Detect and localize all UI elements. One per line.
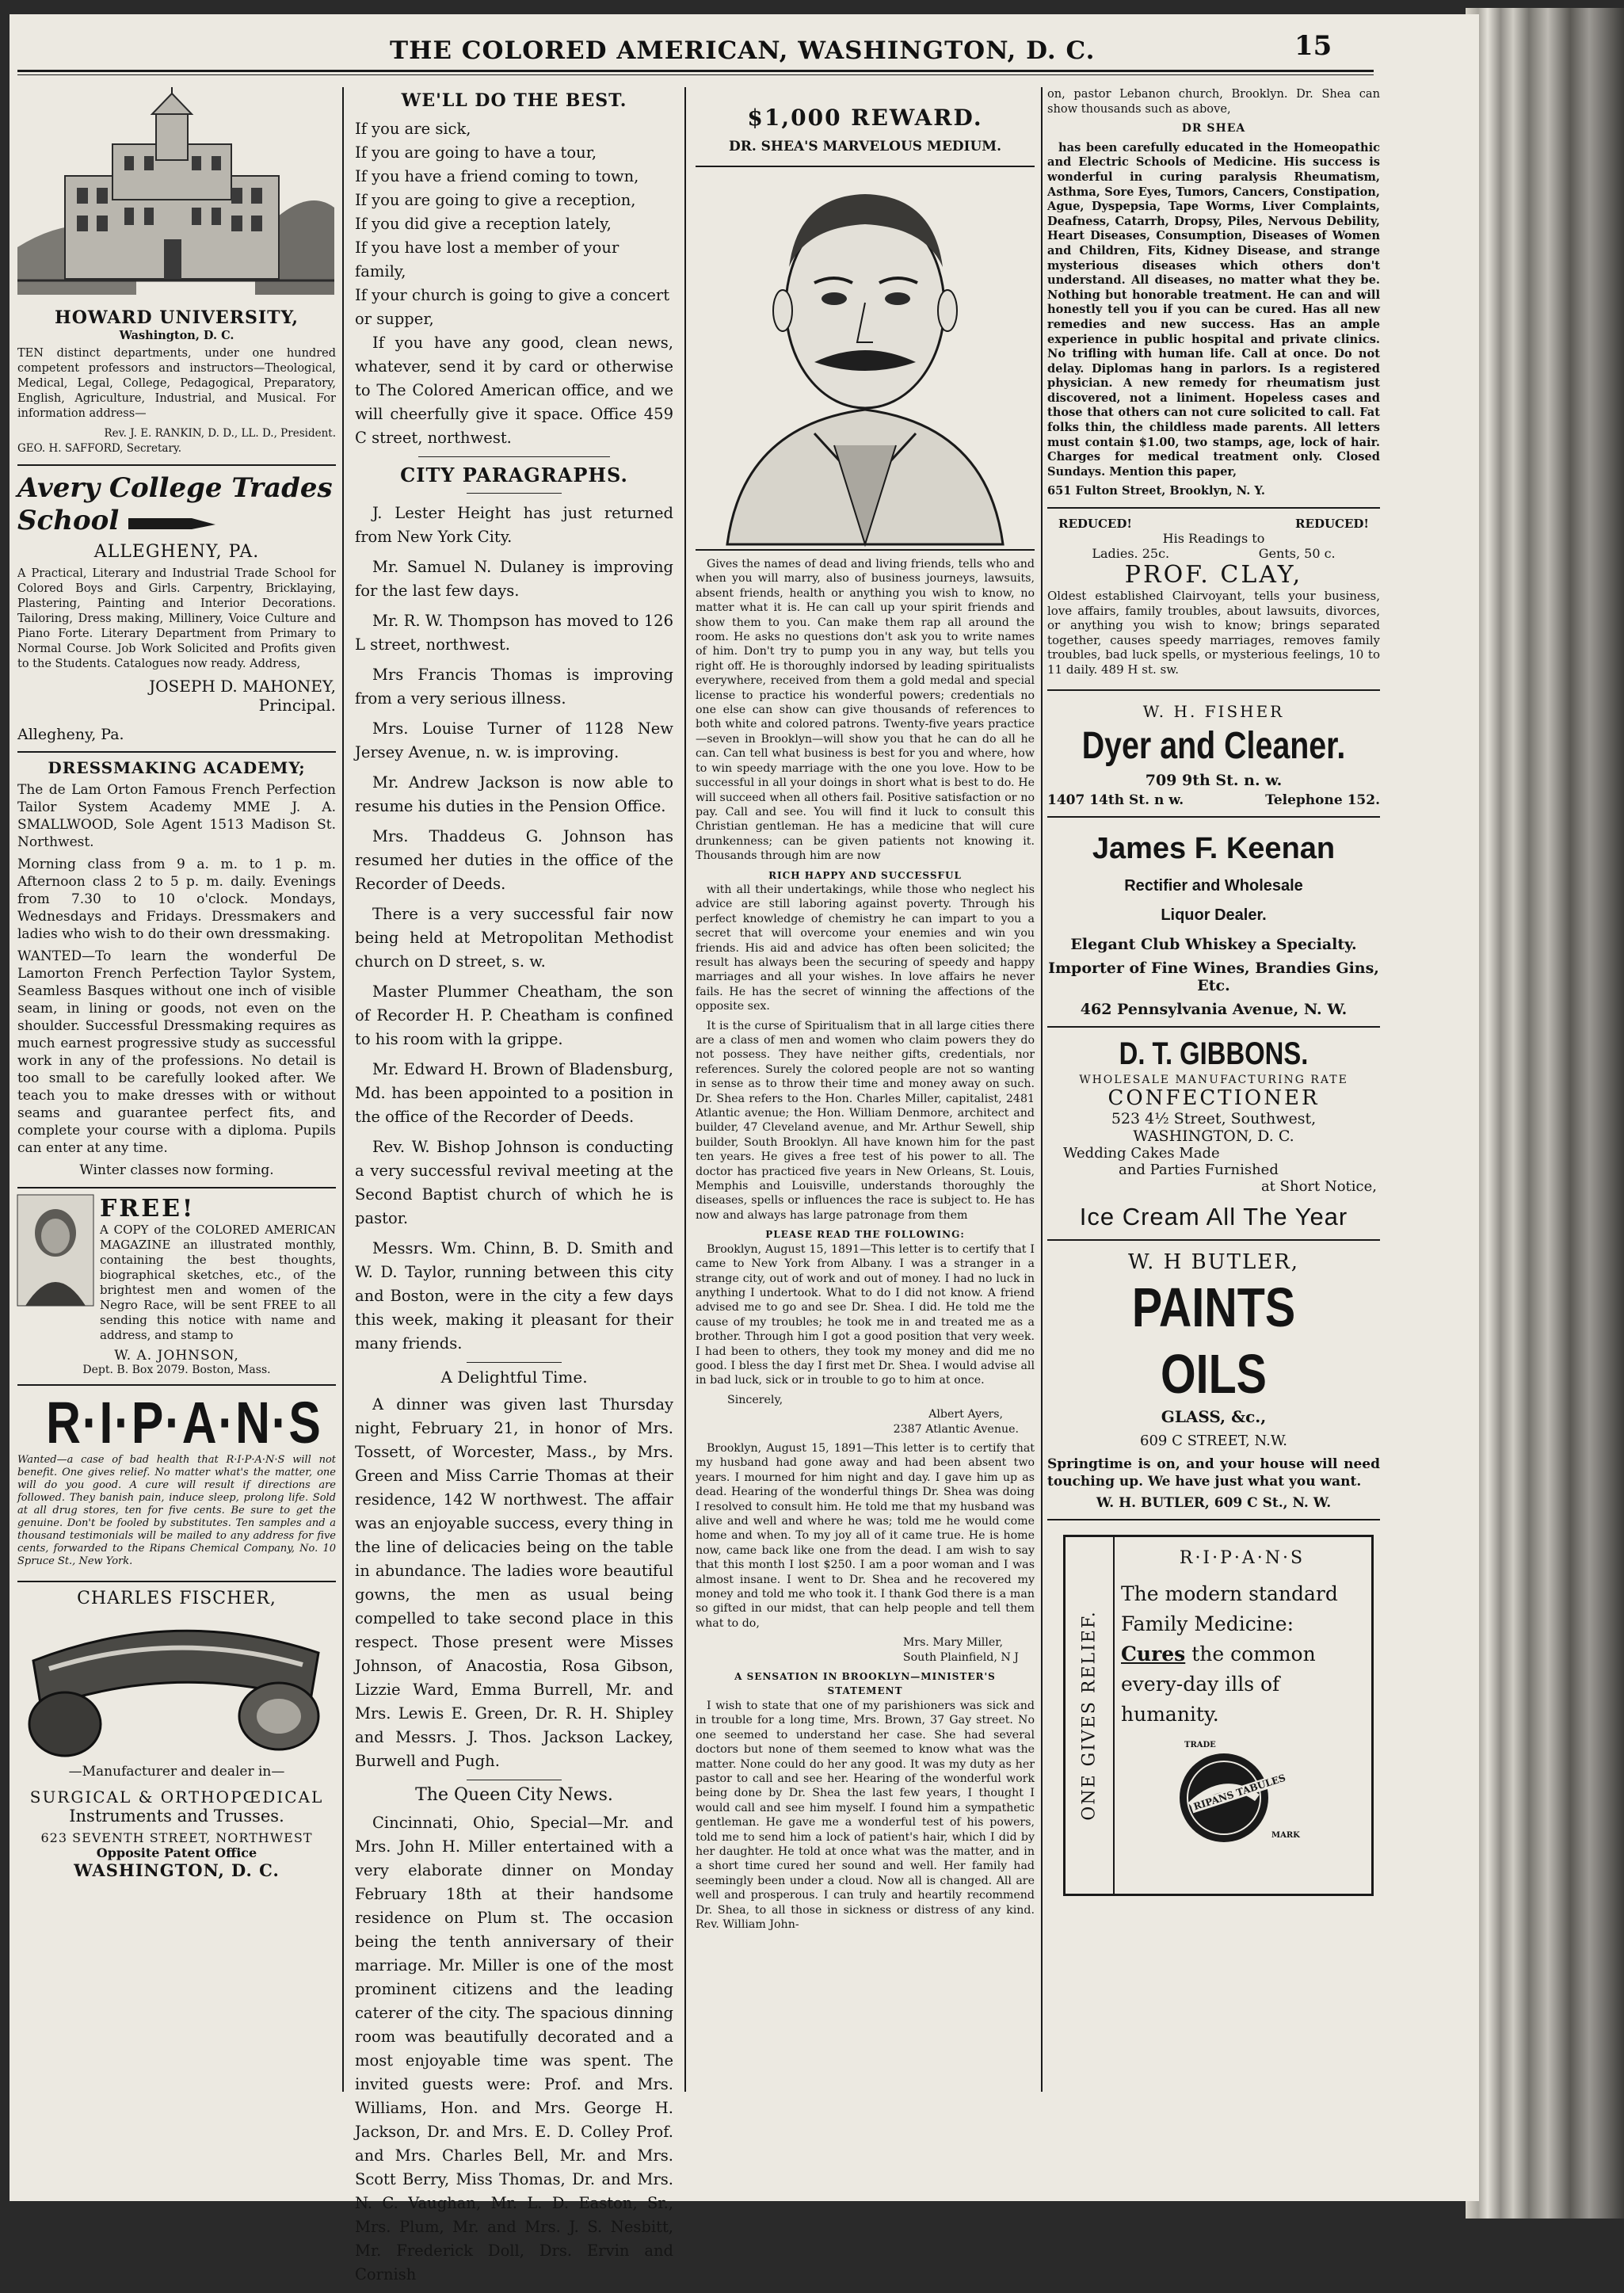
page-number: 15 xyxy=(1294,30,1332,62)
city-paragraph: Mr. Edward H. Brown of Bladensburg, Md. has been appointed to a position in the office of the Recorder of Deeds. xyxy=(355,1060,673,1126)
newspaper-title: THE COLORED AMERICAN, WASHINGTON, D. C. xyxy=(390,36,1096,65)
dressmaking-academy-ad xyxy=(17,753,336,1188)
shea-col4-text: has been carefully educated in the Homeopathic and Electric Schools of Medicine. His success is wonderful in curing paralysis Rheumatism, Asthma, Sore Eyes, Tumors, Cancers, Constipation, Ague, Dyspepsia, Tape Worms, Liver Complaints, Deafness, Catarrh, Dropsy, Piles, Nervous Debility, Heart Diseases, Consumption, Diseases of Women and Children, Fits, Kidney Disease, and strange mysterious diseases which others don't understand. All diseases, no matter what they be. Nothing but honorable treatment. He can and will honestly tell you if you can be cured. Has all new remedies and new success. Has an ample experience in public hospital and private clinics. No trifling with human life. Call at once. Do not delay. Diplomas hang in parlors. Is a registered physician. A new remedy for rheumatism just discovered, not a liniment. Hopeless cases and those that others can not cure solicited to call. Fat folks thin, the childless made parents. All letters must contain $1.00, two stamps, age, lock of hair. Charges for medical treatment only. Closed Sundays. Mention this paper, xyxy=(1047,140,1380,479)
avery-text: A Practical, Literary and Industrial Trade School for Colored Boys and Girls. Carpentry, Bricklaying, Plastering, Painting and Interior Decorations. Tailoring, Dress making, Millinery, Voice Culture and Piano Forte. Literary Department from Primary to Normal Course. Job Work Solicited and Profits given to the Students. Catalogues now ready. Address, xyxy=(17,567,336,670)
free-name: W. A. JOHNSON, xyxy=(114,1348,239,1364)
well-do-best-list xyxy=(355,117,673,450)
dr-shea-portrait-icon xyxy=(696,172,1035,544)
butler-ad xyxy=(1047,1241,1380,1520)
shea-col4-addr: 651 Fulton Street, Brooklyn, N. Y. xyxy=(1047,484,1265,498)
fischer-line2: SURGICAL & ORTHOPŒDICAL xyxy=(29,1787,324,1807)
column-rule-2 xyxy=(684,87,686,2092)
portrait-engraving-icon xyxy=(17,1195,93,1306)
city-paragraph: Mrs. Thaddeus G. Johnson has resumed her duties in the office of the Recorder of Deeds. xyxy=(355,827,673,893)
fisher-phone: Telephone 152. xyxy=(1265,792,1380,809)
column-3 xyxy=(696,86,1035,1936)
fisher-name: W. H. FISHER xyxy=(1142,702,1285,722)
avery-principal-title: Principal. xyxy=(258,696,336,715)
ripans-text-1: Wanted—a case of bad health that R·I·P·A·N·S will not benefit. One gives relief. No matter what's the matter, one will do you good. A cure will result if directions are followed. They banish pain, induce sleep, prolong life. Sold at all drug stores, ten for five cents. Be sure to get the genuine. Don't be fooled by substitutes. Ten samples and a thousand testimonials will be mailed to any address for five cents, forwarded to the Ripans Chemical Company, No. 10 Spruce St., New York. xyxy=(17,1454,336,1567)
best-line: If you are going to give a reception, xyxy=(355,191,636,209)
ripans-text-2b: the common every-day ills of humanity. xyxy=(1121,1642,1316,1726)
butler-name: W. H BUTLER, xyxy=(1127,1250,1300,1275)
howard-university-ad xyxy=(17,86,336,466)
shea-letter-1-name: Albert Ayers, xyxy=(928,1408,1003,1421)
column-2 xyxy=(355,86,673,2293)
section-divider xyxy=(1047,507,1380,509)
delightful-time-title: A Delightful Time. xyxy=(440,1368,588,1387)
best-line: If you have lost a member of your family, xyxy=(355,238,619,280)
section-divider xyxy=(467,493,562,494)
clay-reduced-right: REDUCED! xyxy=(1295,517,1369,532)
howard-name: HOWARD UNIVERSITY, xyxy=(54,307,299,328)
reward-title: $1,000 REWARD. xyxy=(747,105,983,131)
queen-city-title: The Queen City News. xyxy=(415,1785,613,1805)
gibbons-line6: and Parties Furnished xyxy=(1119,1162,1279,1179)
gibbons-line3: 523 4½ Street, Southwest, xyxy=(1111,1110,1317,1128)
page-edge-shadow xyxy=(1466,8,1624,2219)
gibbons-line4: WASHINGTON, D. C. xyxy=(1133,1127,1294,1146)
best-line: If you are sick, xyxy=(355,120,471,138)
fisher-trade: Dyer and Cleaner. xyxy=(1081,725,1346,768)
masthead xyxy=(10,14,1479,78)
fischer-line3: Instruments and Trusses. xyxy=(69,1807,284,1826)
charles-fischer-ad xyxy=(17,1582,336,1880)
fischer-line4: 623 SEVENTH STREET, NORTHWEST xyxy=(40,1830,313,1845)
gibbons-line7: at Short Notice, xyxy=(1260,1178,1377,1196)
keenan-line1: Rectifier and Wholesale xyxy=(1124,877,1303,895)
shea-body xyxy=(696,557,1035,1932)
shea-p1: Gives the names of dead and living friends, tells who and when you will marry, also of business journeys, lawsuits, absent friends, health or anything you wish to know, no matter what it is. He can call up your spirit friends and show them to you. Can make them rap all around the room. He asks no questions don't ask you to write names of him. Don't try to pump you in any way, but tells you right off. He is thoroughly indorsed by leading spiritualists everywhere, received from them a gold medal and special license to practice his wonderful powers; credentials no one else can show can give thousands of references to both white and colored patrons. Twenty-five years practice—seven in Brooklyn—will show you that he can do all he can. Can tell what business is best for you and where, how to win speedy marriage with the one you love. How to be successful in all your doings in short what is best to do. He will succeed when all others fail. Positive satisfaction or no pay. Call and see. You will find it luck to consult this Christian gentleman. He has a medicine that will cure drunkenness; can be given patients not knowing it. Thousands through him are now xyxy=(696,558,1035,863)
shea-letter-2-addr: South Plainfield, N J xyxy=(902,1650,1019,1664)
clay-name: PROF. CLAY, xyxy=(1124,561,1303,589)
avery-name-line2: School xyxy=(17,505,120,536)
dressmaking-winter-classes: Winter classes now forming. xyxy=(79,1162,274,1178)
howard-president: Rev. J. E. RANKIN, D. D., LL. D., President. xyxy=(104,427,336,440)
howard-building-engraving-icon xyxy=(17,89,334,303)
city-paragraph: Mrs Francis Thomas is improving from a very serious illness. xyxy=(355,666,673,708)
butler-sig: W. H. BUTLER, 609 C St., N. W. xyxy=(1096,1495,1332,1512)
ripans-ad-2 xyxy=(1063,1535,1374,1896)
city-paragraph: Rev. W. Bishop Johnson is conducting a very successful revival meeting at the Second Baptist church of which he is pastor. xyxy=(355,1138,673,1227)
avery-principal-name: JOSEPH D. MAHONEY, xyxy=(149,677,336,696)
city-paragraph: Master Plummer Cheatham, the son of Recorder H. P. Cheatham is confined to his room with la grippe. xyxy=(355,982,673,1048)
shea-top: on, pastor Lebanon church, Brooklyn. Dr. Shea can show thousands such as above, xyxy=(1047,87,1380,116)
clay-reduced-left: REDUCED! xyxy=(1058,517,1132,532)
reward-subtitle: DR. SHEA'S MARVELOUS MEDIUM. xyxy=(728,139,1002,155)
header-rule xyxy=(17,70,1374,72)
city-paragraph: Messrs. Wm. Chinn, B. D. Smith and W. D. Taylor, running between this city and Boston, were in the city a few days this week, making it pleasant for their many friends. xyxy=(355,1239,673,1353)
shea-sensation: A SENSATION IN BROOKLYN—MINISTER'S STATEMENT xyxy=(734,1671,996,1697)
keenan-line3: Elegant Club Whiskey a Specialty. xyxy=(1070,936,1357,954)
city-paragraph: Mr. R. W. Thompson has moved to 126 L street, northwest. xyxy=(355,612,673,654)
gibbons-name: D. T. GIBBONS. xyxy=(1119,1036,1309,1072)
shea-letter-3: I wish to state that one of my parishioners was sick and in trouble for a long time, Mrs. Brown, 37 Gay street. No one seemed to understand her case. She had several doctors but none of them seemed to know what was the matter. None could do her any good. It was my duty as her pastor to call and see her. Hearing of the wonderful work being done by Dr. Shea the last few years, I thought I would call and see him myself. I found him a sympathetic gentleman. He gave me a wonderful test of his powers, told me to send him a lock of patient's hair, which I did by her daughter. He told at once what was the matter, and in a short time cured her sound and well. Her family had seemingly been under a cloud. Now all is changed. All are well and prosperous. I can truly and heartily recommend Dr. Shea, to all those in sickness or distress of any kind. Rev. William John- xyxy=(696,1699,1035,1931)
butler-big: PAINTS OILS xyxy=(1131,1276,1296,1406)
butler-addr: 609 C STREET, N.W. xyxy=(1140,1433,1287,1450)
gibbons-line8: Ice Cream All The Year xyxy=(1079,1203,1348,1231)
avery-college-ad xyxy=(17,466,336,753)
howard-place: Washington, D. C. xyxy=(119,329,234,342)
column-4 xyxy=(1047,87,1380,1896)
gibbons-ad xyxy=(1047,1028,1380,1241)
city-paragraph: Mr. Samuel N. Dulaney is improving for the last few days. xyxy=(355,558,673,600)
section-divider xyxy=(696,549,1035,551)
ripans-mark: MARK xyxy=(1271,1831,1300,1841)
queen-city-text: Cincinnati, Ohio, Special—Mr. and Mrs. John H. Miller entertained with a very elaborate dinner on Monday February 18th at their handsome residence on Plum st. The occasion being the tenth anniversary of their marriage. Mr. Miller is one of the most prominent citizens and the leading caterer of the city. The spacious dinning room was beautifully decorated and a most enjoyable time was spent. The invited guests were: Prof. and Mrs. Williams, Hon. and Mrs. George H. Jackson, Dr. and Mrs. E. D. Colley Prof. and Mrs. Charles Bell, Mr. and Mrs. Scott Berry, Miss Thomas, Dr. and Mrs. N. C. Vaughan, Mr. L. D. Easton, Sr., Mrs. Plum, Mr. and Mrs. J. S. Nesbitt, Mr. Frederick Doll, Drs. Ervin and Cornish xyxy=(355,1814,673,2283)
column-1 xyxy=(17,86,336,1880)
ripans-text-2a: The modern standard Family Medicine: xyxy=(1121,1582,1338,1636)
shea-col4-title: DR SHEA xyxy=(1181,122,1246,135)
keenan-line2: Liquor Dealer. xyxy=(1161,906,1267,925)
clay-ladies: Ladies. 25c. xyxy=(1092,546,1170,562)
prof-clay-ad xyxy=(1047,517,1380,691)
avery-name-line1: Avery College Trades xyxy=(17,472,333,504)
free-text: A COPY of the COLORED AMERICAN MAGAZINE an illustrated monthly, containing the best thoughts, biographical sketches, etc., of the brightest men and women of the Negro Race, will be sent FREE to all sending this notice with name and address, and stamp to xyxy=(100,1223,336,1342)
keenan-line5: 462 Pennsylvania Avenue, N. W. xyxy=(1080,1001,1348,1019)
newspaper-page xyxy=(10,14,1479,2283)
dressmaking-wanted: WANTED—To learn the wonderful De Lamorton French Perfection Taylor System, Seamless Basques without one inch of visible seam, in lining or goods, not even on the shoulder. Successful Dressmaking requires as much earnest progressive study as successful work in any of the professions. No detail is too small to be carefully looked after. We teach you to make dresses with or without seams and guarantee perfect fits, and complete your course with a diploma. Pupils can enter at any time. xyxy=(17,948,336,1156)
clay-gents: Gents, 50 c. xyxy=(1258,546,1336,562)
free-magazine-ad xyxy=(17,1188,336,1386)
city-paragraph: There is a very successful fair now being held at Metropolitan Methodist church on D street, s. w. xyxy=(355,905,673,971)
city-paragraph: J. Lester Height has just returned from New York City. xyxy=(355,504,673,546)
fischer-line1: —Manufacturer and dealer in— xyxy=(68,1764,285,1780)
fischer-line6: WASHINGTON, D. C. xyxy=(74,1860,280,1880)
clay-text: Oldest established Clairvoyant, tells your business, love affairs, family troubles, about lawsuits, divorces, or anything you wish to know; brings separated together, causes speedy marriages, removes family troubles, bad luck spells, or mysterious feelings, 10 to 11 daily. 489 H st. sw. xyxy=(1047,589,1380,677)
shea-letter-1-addr: 2387 Atlantic Avenue. xyxy=(893,1422,1019,1436)
fischer-line5: Opposite Patent Office xyxy=(96,1845,257,1860)
column-rule-1 xyxy=(342,87,344,2092)
gibbons-line5: Wedding Cakes Made xyxy=(1063,1145,1220,1162)
shea-p3: It is the curse of Spiritualism that in all large cities there are a class of men and women who claim powers they do not possess. They have neither gifts, credentials, nor references. Surely the colored people are not so wanting in sense as to throw their time and money away on such. Dr. Shea refers to the Hon. Charles Miller, capitalist, 2481 Atlantic avenue; the Hon. William Denmore, architect and builder, 47 Cleveland avenue, and Mr. Arthur Sewell, ship builder, South Brooklyn. All have known him for the past ten years. He gives a free test of his power to all. The doctor has practiced five years in New Orleans, St. Louis, Memphis and Louisville, understands thoroughly the diseases, spells or influences the race is subject to. He has now and always has large patronage from them xyxy=(696,1019,1035,1222)
pointing-hand-icon xyxy=(128,512,215,529)
dressmaking-hours: Morning class from 9 a. m. to 1 p. m. Afternoon class 2 to 5 p. m. daily. Evenings from 7.30 to 10 o'clock. Mondays, Wednesdays and Fridays. Dressmakers and ladies who wish to do their own dressmaking. xyxy=(17,857,336,942)
shea-letter-1-sign: Sincerely, xyxy=(727,1393,783,1406)
free-address: Dept. B. Box 2079. Boston, Mass. xyxy=(82,1364,271,1376)
shea-letter-1: Brooklyn, August 15, 1891—This letter is to certify that I came to New York from Albany. I was a stranger in a strange city, out of work and out of money. I had no luck in anything I undertook. What to do I did not know. A friend advised me to go and see Dr. Shea. I did. He told me the cause of my troubles; he took me in and treated me as a brother. Through him I got a good position that very week. I had been to others, they took my money and did me no good. I bless the day I first met Dr. Shea. I would advise all in bad luck, sick or in trouble to go to him at once. xyxy=(696,1242,1035,1387)
fisher-dyer-ad xyxy=(1047,691,1380,818)
ripans-trade: TRADE xyxy=(1184,1741,1216,1750)
best-line: If you have a friend coming to town, xyxy=(355,167,639,185)
dressmaking-title: DRESSMAKING ACADEMY; xyxy=(48,758,306,777)
keenan-ad xyxy=(1047,818,1380,1028)
shea-rich: RICH HAPPY AND SUCCESSFUL xyxy=(768,869,962,881)
ripans-cures: Cures xyxy=(1121,1642,1186,1666)
howard-secretary: GEO. H. SAFFORD, Secretary. xyxy=(17,442,182,455)
header-rule-thin xyxy=(17,74,1374,75)
avery-city: Allegheny, Pa. xyxy=(17,726,124,743)
shea-letter-2: Brooklyn, August 15, 1891—This letter is to certify that my husband had gone away and had been absent two years. I mourned for him night and day. I gave him up as dead. Hearing of the wonderful things Dr. Shea was doing I resolved to consult him. He told me that my husband was alive and well and where he was; told me he would come home and when. To my joy all of it came true. He is home now, came back like one from the dead. I am wish to say that this month I lost $250. I am a poor woman and I was almost insane. I went to Dr. Shea and he recovered my money and told me who took it. I thank God there is a man so gifted in our midst, that can help people and tell them what to do, xyxy=(696,1441,1035,1630)
ripans-seal-text: RIPANS TABULES xyxy=(1190,1772,1289,1814)
city-paragraph: Mrs. Louise Turner of 1128 New Jersey Avenue, n. w. is improving. xyxy=(355,719,673,761)
best-line: If you did give a reception lately, xyxy=(355,215,612,233)
city-paragraph: Mr. Andrew Jackson is now able to resume his duties in the Pension Office. xyxy=(355,773,673,815)
city-paragraphs-title: CITY PARAGRAPHS. xyxy=(400,464,628,486)
dressmaking-intro: The de Lam Orton Famous French Perfection Tailor System Academy MME J. A. SMALLWOOD, Sole Agent 1513 Madison St. Northwest. xyxy=(17,782,336,850)
butler-text: Springtime is on, and your house will need touching up. We have just what you want. xyxy=(1047,1456,1380,1490)
section-divider xyxy=(696,166,1035,167)
delightful-time-text: A dinner was given last Thursday night, February 21, in honor of Mrs. Tossett, of Worcester, Mass., by Mrs. Green and Miss Carrie Thomas at their residence, 142 W northwest. The affair was an enjoyable success, every thing in the line of delicacies being on the table in abundance. The ladies wore beautiful gowns, the men as usual being compelled to take second place in this respect. Those present were Misses Johnson, of Anacostia, Rosa Gibson, Lizzie Ward, Emma Burrell, Mr. and Mrs. Lewis E. Green, Dr. R. H. Shipley and Messrs. J. Thos. Jackson Lackey, Burwell and Pugh. xyxy=(355,1395,673,1770)
well-do-best-title: WE'LL DO THE BEST. xyxy=(401,90,627,111)
keenan-name: James F. Keenan xyxy=(1092,832,1336,866)
best-line: If you are going to have a tour, xyxy=(355,143,597,162)
clay-readings: His Readings to xyxy=(1162,531,1265,547)
gibbons-line1: WHOLESALE MANUFACTURING RATE xyxy=(1079,1074,1348,1087)
ripans-title-1: R·I·P·A·N·S xyxy=(46,1390,322,1456)
fisher-addr-1: 709 9th St. n. w. xyxy=(1145,772,1283,790)
shea-p2: with all their undertakings, while those who neglect his advice are still laboring against poverty. Through his perfect knowledge of chemistry he can impart to you a secret that will overcome your enemies and win you friends. His aid and advice has often been solicited; the result has always been the securing of speedy and happy marriages and all your wishes. In love affairs he never fails. He has the secret of winning the affections of the opposite sex. xyxy=(696,883,1035,1013)
free-title: FREE! xyxy=(100,1195,196,1223)
fischer-name: CHARLES FISCHER, xyxy=(77,1589,276,1608)
section-divider xyxy=(418,456,609,457)
butler-glass: GLASS, &c., xyxy=(1161,1407,1267,1427)
fisher-addr-2: 1407 14th St. n w. xyxy=(1047,792,1184,809)
shea-please-read: PLEASE READ THE FOLLOWING: xyxy=(765,1229,965,1241)
avery-place: ALLEGHENY, PA. xyxy=(93,542,260,562)
best-line: If you have any good, clean news, whatever, send it by card or otherwise to The Colored American office, and we will cheerfully give it space. Office 459 C street, northwest. xyxy=(355,334,673,447)
shea-letter-2-name: Mrs. Mary Miller, xyxy=(902,1636,1003,1650)
ripans-title-2: R·I·P·A·N·S xyxy=(1179,1548,1306,1569)
howard-text: TEN distinct departments, under one hundred competent professors and instructors—Theological, Medical, Legal, College, Pedagogical, Preparatory, English, Agriculture, Industrial, and Musical. For information address— xyxy=(17,347,336,420)
gibbons-line2: CONFECTIONER xyxy=(1107,1086,1320,1111)
keenan-line4: Importer of Fine Wines, Brandies Gins, Etc. xyxy=(1048,960,1379,995)
best-line: If your church is going to give a concert or supper, xyxy=(355,286,670,328)
column-rule-3 xyxy=(1041,87,1043,2092)
dr-shea-continued xyxy=(1047,87,1380,499)
ripans-side-text: ONE GIVES RELIEF. xyxy=(1079,1610,1100,1821)
section-divider xyxy=(467,1362,562,1363)
ripans-ad-1 xyxy=(17,1386,336,1582)
truss-illustration-icon xyxy=(17,1613,334,1764)
